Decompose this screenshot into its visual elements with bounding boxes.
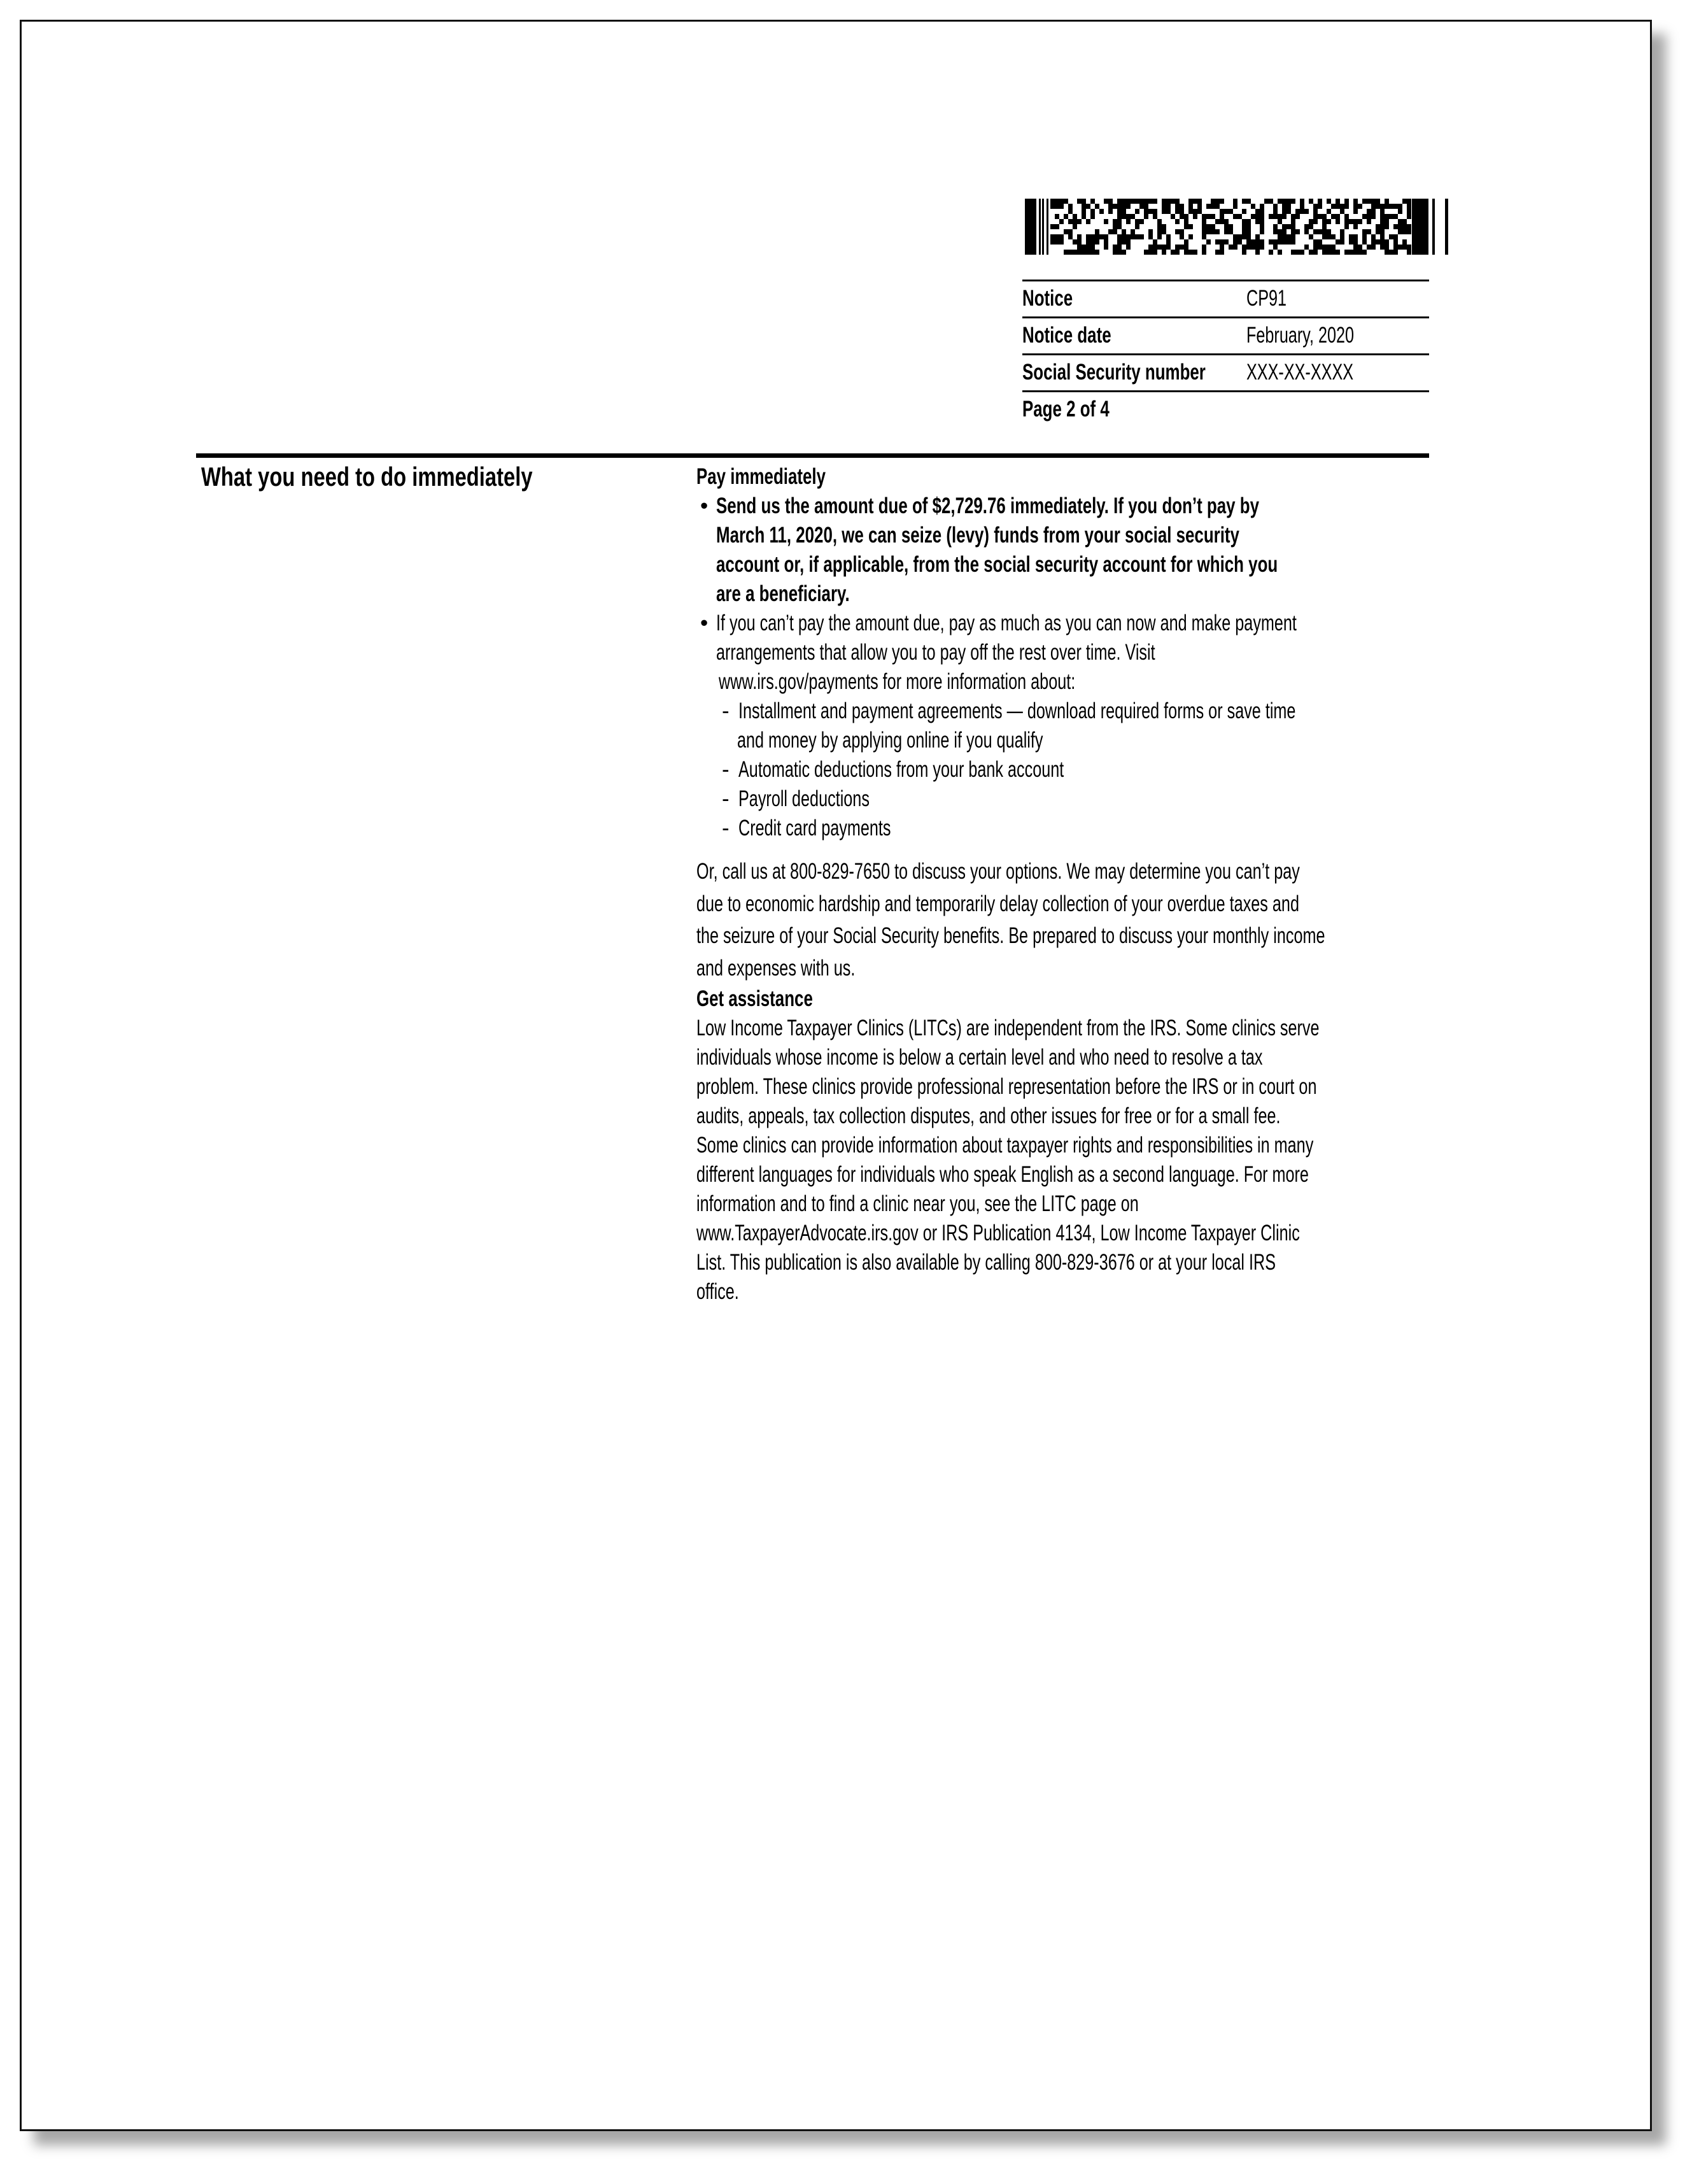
amount-due-line <box>696 492 1435 521</box>
assistance-paragraph-line-text: individuals whose income is below a certain level and who need to resolve a tax <box>696 1045 1263 1070</box>
assistance-paragraph-line-text: audits, appeals, tax collection disputes, and other issues for free or for a small fee. <box>696 1103 1281 1128</box>
amount-due-line-text: Send us the amount due of $2,729.76 immediately. If you don’t pay by <box>716 493 1259 518</box>
payment-options-line-text: arrangements that allow you to pay off the rest over time. Visit <box>716 640 1155 665</box>
amount-due-line <box>696 550 1435 579</box>
assistance-paragraph-line <box>696 1277 1435 1307</box>
assistance-paragraph-line <box>696 1160 1435 1189</box>
payment-option-item-text: Credit card payments <box>738 816 891 840</box>
assistance-paragraph-line-text: different languages for individuals who speak English as a second language. For more <box>696 1162 1309 1187</box>
pay-immediately-heading-text: Pay immediately <box>696 464 826 489</box>
payment-options-line-text: If you can’t pay the amount due, pay as much as you can now and make payment <box>716 611 1297 635</box>
payment-option-item-text: Payroll deductions <box>738 786 870 811</box>
amount-due-line-text: March 11, 2020, we can seize (levy) funds from your social security <box>716 523 1239 548</box>
dash-marker: - <box>722 786 730 811</box>
amount-due-line-text: account or, if applicable, from the social security account for which you <box>716 552 1278 577</box>
dash-marker: - <box>722 757 730 782</box>
get-assistance-heading <box>696 984 1435 1014</box>
assistance-paragraph-line <box>696 1248 1435 1277</box>
dash-marker: - <box>722 816 730 840</box>
assistance-paragraph-line-text: information and to find a clinic near you, see the LITC page on <box>696 1191 1139 1216</box>
assistance-paragraph-line <box>696 1072 1435 1102</box>
assistance-paragraph-line-text: www.TaxpayerAdvocate.irs.gov or IRS Publication 4134, Low Income Taxpayer Clinic <box>696 1221 1300 1245</box>
dash-marker: - <box>722 698 730 723</box>
payment-option-item <box>696 697 1435 726</box>
pay-immediately-heading <box>696 462 1435 492</box>
bullet-icon: • <box>700 493 708 518</box>
payment-option-item-text: Installment and payment agreements — download required forms or save time <box>738 698 1296 723</box>
get-assistance-heading-text: Get assistance <box>696 986 813 1011</box>
section-body <box>696 462 1435 1307</box>
notice-date-label: Notice date <box>1022 323 1111 348</box>
payment-option-item <box>696 726 1435 755</box>
assistance-paragraph-line <box>696 1189 1435 1219</box>
notice-date-value: February, 2020 <box>1246 323 1355 348</box>
page-number-row <box>1022 390 1429 427</box>
call-paragraph-line-text: Or, call us at 800-829-7650 to discuss your options. We may determine you can’t pay <box>696 859 1300 884</box>
ssn-row <box>1022 353 1429 390</box>
section-divider <box>196 453 1429 458</box>
amount-due-line-text: are a beneficiary. <box>716 581 850 606</box>
page-number: Page 2 of 4 <box>1022 397 1110 422</box>
assistance-paragraph-line-text: Low Income Taxpayer Clinics (LITCs) are independent from the IRS. Some clinics serve <box>696 1016 1320 1040</box>
payment-options-line-text: www.irs.gov/payments for more information about: <box>719 669 1076 694</box>
payment-options-line <box>696 638 1435 667</box>
call-paragraph-line-text: due to economic hardship and temporarily delay collection of your overdue taxes and <box>696 891 1299 916</box>
notice-date-row <box>1022 316 1429 353</box>
assistance-paragraph-line <box>696 1131 1435 1160</box>
call-paragraph <box>696 856 1435 984</box>
payment-option-item <box>696 755 1435 784</box>
assistance-paragraph-line-text: Some clinics can provide information about taxpayer rights and responsibilities in many <box>696 1133 1314 1158</box>
notice-row <box>1022 280 1429 316</box>
amount-due-line <box>696 521 1435 550</box>
bullet-icon: • <box>700 611 708 635</box>
assistance-paragraph-line-text: problem. These clinics provide professional representation before the IRS or in court on <box>696 1074 1317 1099</box>
payment-option-item <box>696 784 1435 814</box>
section-heading: What you need to do immediately <box>201 462 533 492</box>
barcode-image <box>1025 199 1493 255</box>
spacer <box>696 843 1435 856</box>
amount-due-line <box>696 579 1435 609</box>
payment-option-item-text: Automatic deductions from your bank account <box>738 757 1064 782</box>
assistance-paragraph-line-text: List. This publication is also available by calling 800-829-3676 or at your local IRS <box>696 1250 1276 1275</box>
assistance-paragraph-line <box>696 1014 1435 1043</box>
call-paragraph-line <box>696 953 1435 985</box>
assistance-paragraph-line-text: office. <box>696 1279 739 1304</box>
call-paragraph-line <box>696 856 1435 888</box>
assistance-paragraph-line <box>696 1102 1435 1131</box>
payment-options-line <box>696 667 1435 697</box>
assistance-paragraph-line <box>696 1043 1435 1072</box>
payment-options-line <box>696 609 1435 638</box>
ssn-value: XXX-XX-XXXX <box>1246 360 1354 385</box>
call-paragraph-line <box>696 920 1435 953</box>
notice-label: Notice <box>1022 286 1073 311</box>
notice-value: CP91 <box>1246 286 1287 311</box>
payment-option-item-text: and money by applying online if you qualify <box>737 728 1043 753</box>
call-paragraph-line-text: and expenses with us. <box>696 955 856 981</box>
assistance-paragraph-line <box>696 1219 1435 1248</box>
payment-option-item <box>696 814 1435 843</box>
call-paragraph-line <box>696 888 1435 921</box>
ssn-label: Social Security number <box>1022 360 1206 385</box>
call-paragraph-line-text: the seizure of your Social Security benefits. Be prepared to discuss your monthly income <box>696 923 1325 948</box>
notice-info-table <box>1022 280 1429 427</box>
